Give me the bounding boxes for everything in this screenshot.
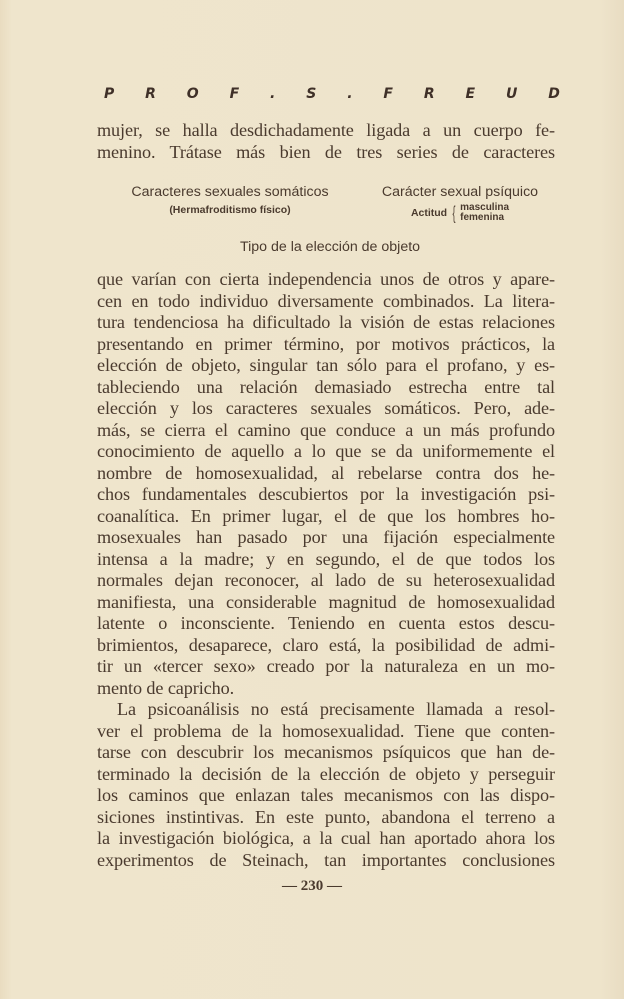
attitude-option: femenina bbox=[460, 212, 505, 223]
text-line: tableciendo una relación demasiado estrecha entre tal bbox=[97, 376, 555, 397]
scheme-column-psychic bbox=[365, 184, 555, 223]
attitude-label: Actitud bbox=[410, 207, 448, 219]
text-line: conocimiento de aquello a lo que se da uniformemente el bbox=[97, 441, 555, 461]
running-head-letter: R bbox=[423, 86, 435, 102]
running-head bbox=[104, 86, 560, 102]
running-head-letter: E bbox=[465, 86, 476, 102]
running-head-letter: . bbox=[270, 86, 276, 102]
scheme-subheading: (Hermafroditismo físico) bbox=[169, 204, 291, 216]
text-line: experimentos de Steinach, tan importantes conclusiones bbox=[97, 849, 555, 870]
text-line: chos fundamentales descubiertos por la investigación psi- bbox=[97, 484, 555, 504]
running-head-letter: P bbox=[104, 86, 115, 102]
paragraph-continuation bbox=[97, 120, 555, 163]
text-line: mosexuales han pasado por una fijación especialmente bbox=[97, 527, 555, 547]
text-line: presentando en primer término, por motivos prácticos, la bbox=[97, 333, 555, 354]
text-line: elección y los caracteres sexuales somáticos. Pero, ade- bbox=[97, 398, 555, 418]
scheme-heading: Caracteres sexuales somáticos bbox=[131, 184, 329, 200]
text-line: elección de objeto, singular tan sólo para el profano, y es- bbox=[97, 355, 555, 375]
text-line: ver el problema de la homosexualidad. Tiene que conten- bbox=[97, 720, 555, 741]
text-line: La psicoanálisis no está precisamente llamada a resol- bbox=[117, 699, 555, 719]
text-line: manifiesta, una considerable magnitud de homosexualidad bbox=[97, 591, 555, 612]
text-line: mujer, se halla desdichadamente ligada a un cuerpo fe- bbox=[97, 120, 555, 140]
text-line: mento de capricho. bbox=[97, 677, 235, 698]
text-line: latente o inconsciente. Teniendo en cuenta estos descu- bbox=[97, 613, 555, 633]
attitude-group bbox=[365, 203, 555, 223]
running-head-letter: . bbox=[347, 86, 353, 102]
text-line: normales dejan reconocer, al lado de su heterosexualidad bbox=[97, 570, 555, 590]
running-head-letter: D bbox=[548, 86, 560, 102]
text-line: brimientos, desaparece, claro está, la posibilidad de admi- bbox=[97, 634, 555, 655]
text-line: nombre de homosexualidad, al rebelarse contra dos he- bbox=[97, 462, 555, 483]
running-head-letter: R bbox=[145, 86, 156, 102]
text-line: la investigación biológica, a la cual han aportado ahora los bbox=[97, 828, 555, 848]
text-line: terminado la decisión de la elección de objeto y perseguir bbox=[97, 763, 555, 784]
text-line: que varían con cierta independencia unos de otros y apare- bbox=[97, 269, 555, 289]
page-number: — 230 — bbox=[282, 878, 342, 894]
text-line: cen en todo individuo diversamente combinados. La litera- bbox=[97, 290, 555, 311]
running-head-letter: F bbox=[383, 86, 393, 102]
brace-icon: { bbox=[452, 203, 456, 223]
text-line: tarse con descubrir los mecanismos psíquicos que han de- bbox=[97, 742, 555, 762]
text-line: menino. Trátase más bien de tres series de caracteres bbox=[97, 141, 555, 162]
text-line: los caminos que enlazan tales mecanismos con las dispo- bbox=[97, 785, 555, 805]
text-line: intensa a la madre; y en segundo, el de que todos los bbox=[97, 548, 555, 569]
attitude-option: masculina bbox=[460, 202, 510, 213]
scheme-bottom-heading: Tipo de la elección de objeto bbox=[239, 239, 421, 255]
scheme-column-somatic bbox=[120, 184, 340, 216]
body-text bbox=[97, 269, 555, 871]
running-head-letter: F bbox=[229, 86, 240, 102]
attitude-options bbox=[460, 203, 509, 223]
text-line: tir un «tercer sexo» creado por la naturaleza en un mo- bbox=[97, 656, 555, 676]
scheme-heading: Carácter sexual psíquico bbox=[381, 184, 539, 200]
text-line: coanalítica. En primer lugar, el de que los hombres ho- bbox=[97, 505, 555, 526]
running-head-letter: S bbox=[306, 86, 317, 102]
text-line: tura tendenciosa ha dificultado la visión de estas relaciones bbox=[97, 312, 555, 332]
running-head-letter: O bbox=[186, 86, 199, 102]
text-line: más, se cierra el camino que conduce a un más profundo bbox=[97, 419, 555, 440]
text-line: siciones instintivas. En este punto, abandona el terreno a bbox=[97, 806, 555, 827]
running-head-letter: U bbox=[505, 86, 518, 102]
